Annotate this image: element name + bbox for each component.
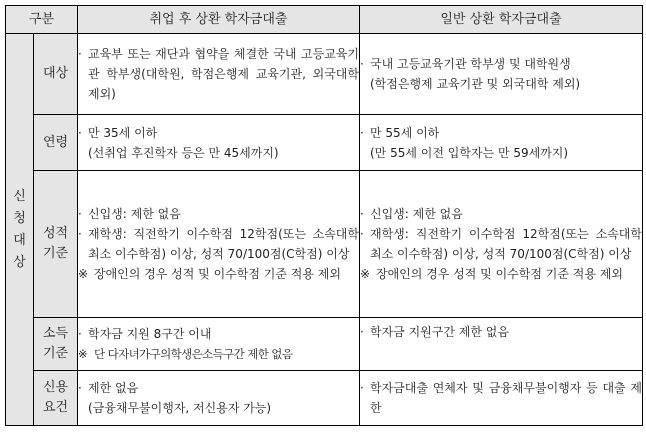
cell-income-a: · 학자금 지원 8구간 이내 ※ 단 다자녀가구의학생은소득구간 제한 없음 <box>78 318 360 371</box>
row-age <box>6 115 643 171</box>
row-label-target: 대상 <box>34 34 78 115</box>
row-grades <box>6 171 643 318</box>
cell-target-b: · 국내 고등교육기관 학부생 및 대학원생 (학점은행제 교육기관 및 외국대학 제외) <box>360 34 643 115</box>
cell-credit-b: · 학자금대출 연체자 및 금융채무불이행자 등 대출 제한 <box>360 371 643 426</box>
group-label-eligibility: 신 청 대 상 <box>6 34 34 426</box>
cell-income-b: · 학자금 지원구간 제한 없음 <box>360 318 643 371</box>
cell-target-a: · 교육부 또는 재단과 협약을 체결한 국내 고등교육기관 학부생(대학원, 학점은행제 교육기관, 외국대학 제외) <box>78 34 360 115</box>
header-general-loan: 일반 상환 학자금대출 <box>360 6 643 34</box>
cell-grades-b: · 신입생: 제한 없음 · 재학생: 직전학기 이수학점 12학점(또는 소속대학 최소 이수학점) 이상, 성적 70/100점(C학점) 이상 ※ 장애인의 경우 성적 및 이수학점 기준 적용 제외 <box>360 171 643 318</box>
row-target <box>6 34 643 115</box>
row-label-income: 소득 기준 <box>34 318 78 371</box>
header-category: 구분 <box>6 6 78 34</box>
row-label-grades: 성적 기준 <box>34 171 78 318</box>
cell-grades-a: · 신입생: 제한 없음 · 재학생: 직전학기 이수학점 12학점(또는 소속대학 최소 이수학점) 이상, 성적 70/100점(C학점) 이상 ※ 장애인의 경우 성적 및 이수학점 기준 적용 제외 <box>78 171 360 318</box>
row-label-age: 연령 <box>34 115 78 171</box>
cell-age-b: · 만 55세 이하 (만 55세 이전 입학자는 만 59세까지) <box>360 115 643 171</box>
row-label-credit: 신용 요건 <box>34 371 78 426</box>
cell-credit-a: · 제한 없음 (금융채무불이행자, 저신용자 가능) <box>78 371 360 426</box>
row-credit <box>6 371 643 426</box>
loan-comparison-table <box>5 5 643 426</box>
row-income <box>6 318 643 371</box>
cell-age-a: · 만 35세 이하 (선취업 후진학자 등은 만 45세까지) <box>78 115 360 171</box>
header-row <box>6 6 643 34</box>
header-after-employment-loan: 취업 후 상환 학자금대출 <box>78 6 360 34</box>
